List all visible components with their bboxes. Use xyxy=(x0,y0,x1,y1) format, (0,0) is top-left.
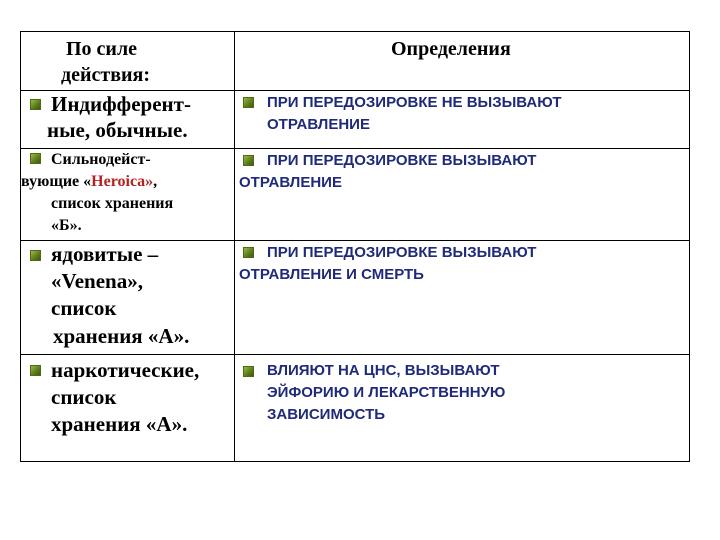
row-2-left-cell xyxy=(21,149,234,240)
header-col1-line2: действия: xyxy=(61,64,151,86)
row-3-right-line1: ПРИ ПЕРЕДОЗИРОВКЕ ВЫЗЫВАЮТ xyxy=(267,244,537,261)
row-3-left-line1: ядовитые – xyxy=(51,242,159,266)
row-2-left-line2-suffix: , xyxy=(153,173,158,190)
row-4-right-line3: ЗАВИСИМОСТЬ xyxy=(267,406,386,423)
header-col1-line1: По силе xyxy=(66,38,138,60)
row-4-left-cell xyxy=(21,355,234,462)
header-cell-action xyxy=(21,32,234,90)
square-bullet-icon xyxy=(30,153,41,164)
square-bullet-icon xyxy=(243,247,254,258)
row-4-right-line1: ВЛИЯЮТ НА ЦНС, ВЫЗЫВАЮТ xyxy=(267,362,500,379)
row-1-right-line2: ОТРАВЛЕНИЕ xyxy=(267,116,370,133)
row-2-left-line2 xyxy=(21,171,157,193)
row-3-left-line2: «Venena», xyxy=(51,269,143,293)
square-bullet-icon xyxy=(243,155,254,166)
row-2-right-cell xyxy=(235,149,690,240)
row-1-left-line1: Индифферент- xyxy=(51,92,191,116)
row-3-left-line4: хранения «А». xyxy=(53,324,190,348)
row-2-left-line2-prefix: вующие « xyxy=(21,173,92,190)
row-1-left-cell xyxy=(21,91,234,148)
row-4-left-line2: список xyxy=(51,385,117,409)
square-bullet-icon xyxy=(243,366,254,377)
square-bullet-icon xyxy=(30,99,41,110)
heroica-highlight: Heroica» xyxy=(91,173,154,190)
row-4-left-line1: наркотические, xyxy=(51,358,200,382)
row-4-left-line3: хранения «А». xyxy=(51,412,188,436)
header-cell-definitions xyxy=(235,32,690,90)
row-2-left-line4: «Б». xyxy=(51,217,82,234)
row-3-right-line2: ОТРАВЛЕНИЕ И СМЕРТЬ xyxy=(239,266,424,283)
row-3-right-cell xyxy=(235,241,690,354)
row-2-right-line2: ОТРАВЛЕНИЕ xyxy=(239,174,342,191)
square-bullet-icon xyxy=(30,365,41,376)
classification-table xyxy=(20,31,690,462)
row-2-right-line1: ПРИ ПЕРЕДОЗИРОВКЕ ВЫЗЫВАЮТ xyxy=(267,152,537,169)
row-4-right-cell xyxy=(235,355,690,462)
row-2-left-line1: Сильнодейст- xyxy=(51,151,151,168)
row-1-right-cell xyxy=(235,91,690,148)
square-bullet-icon xyxy=(243,97,254,108)
row-2-left-line3: список хранения xyxy=(51,195,174,212)
row-3-left-cell xyxy=(21,241,234,354)
row-4-right-line2: ЭЙФОРИЮ И ЛЕКАРСТВЕННУЮ xyxy=(267,384,506,401)
square-bullet-icon xyxy=(30,250,41,261)
row-1-left-line2: ные, обычные. xyxy=(47,118,188,142)
row-3-left-line3: список xyxy=(51,296,117,320)
header-col2: Определения xyxy=(391,38,511,60)
row-1-right-line1: ПРИ ПЕРЕДОЗИРОВКЕ НЕ ВЫЗЫВАЮТ xyxy=(267,94,562,111)
